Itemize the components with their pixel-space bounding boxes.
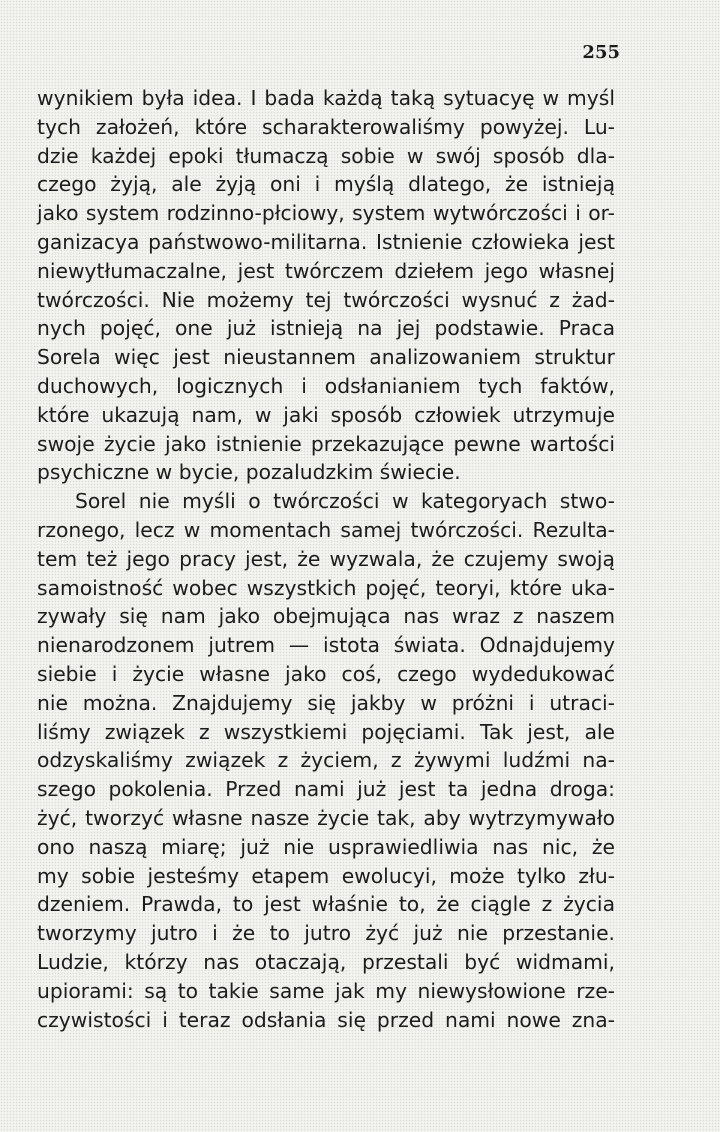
text-line: siebie i życie własne jako coś, czego wydedukować — [37, 661, 615, 686]
text-line: niewytłumaczalne, jest twórczem dziełem jego własnej — [37, 258, 615, 283]
text-line: odzyskaliśmy związek z życiem, z żywymi ludźmi na- — [37, 748, 615, 773]
text-line: tych założeń, które scharakterowaliśmy powyżej. Lu- — [37, 114, 615, 139]
text-line: ono naszą miarę; już nie usprawiedliwia nas nic, że — [37, 834, 615, 859]
text-line: które ukazują nam, w jaki sposób człowiek utrzymuje — [37, 402, 615, 427]
text-line: swoje życie jako istnienie przekazujące pewne wartości — [37, 431, 615, 456]
text-line: tworzymy jutro i że to jutro żyć już nie przestanie. — [37, 921, 615, 946]
text-line: nie można. Znajdujemy się jakby w próżni i utraci- — [37, 690, 615, 715]
text-line: czego żyją, ale żyją oni i myślą dlatego, że istnieją — [37, 172, 615, 197]
text-line: twórczości. Nie możemy tej twórczości wysnuć z żad- — [37, 287, 615, 312]
text-line: upiorami: są to takie same jak my niewysłowione rze- — [37, 978, 615, 1003]
text-line: Ludzie, którzy nas otaczają, przestali być widmami, — [37, 949, 615, 974]
text-line: samoistność wobec wszystkich pojęć, teoryi, które uka- — [37, 575, 615, 600]
text-line: żyć, tworzyć własne nasze życie tak, aby wytrzymywało — [37, 805, 615, 830]
text-line: jako system rodzinno-płciowy, system wytwórczości i or- — [37, 201, 615, 226]
page-number: 255 — [582, 42, 620, 63]
text-line: czywistości i teraz odsłania się przed nami nowe zna- — [37, 1007, 615, 1032]
text-line: my sobie jesteśmy etapem ewolucyi, może tylko złu- — [37, 863, 615, 888]
text-line: ganizacya państwowo-militarna. Istnienie człowieka jest — [37, 229, 615, 254]
text-line: nych pojęć, one już istnieją na jej podstawie. Praca — [37, 316, 615, 341]
text-line: szego pokolenia. Przed nami już jest ta jedna droga: — [37, 777, 615, 802]
text-line: liśmy związek z wszystkiemi pojęciami. Tak jest, ale — [37, 719, 615, 744]
text-line: tem też jego pracy jest, że wyzwala, że czujemy swoją — [37, 546, 615, 571]
paragraph-end-line: psychiczne w bycie, pozaludzkim świecie. — [37, 460, 461, 485]
paragraph-start-line: Sorel nie myśli o twórczości w kategoryach stwo- — [75, 489, 615, 514]
text-line: duchowych, logicznych i odsłanianiem tych faktów, — [37, 373, 615, 398]
body-text — [37, 84, 615, 1034]
text-line: nienarodzonem jutrem — istota świata. Odnajdujemy — [37, 633, 615, 658]
text-line: dzie każdej epoki tłumaczą sobie w swój sposób dla- — [37, 143, 615, 168]
text-line: rzonego, lecz w momentach samej twórczości. Rezulta- — [37, 517, 615, 542]
text-line: wynikiem była idea. I bada każdą taką sytuacyę w myśl — [37, 86, 615, 110]
text-line: Sorela więc jest nieustannem analizowaniem struktur — [37, 345, 615, 370]
text-line: zywały się nam jako obejmująca nas wraz z naszem — [37, 604, 615, 629]
text-line: dzeniem. Prawda, to jest właśnie to, że ciągle z życia — [37, 892, 615, 917]
